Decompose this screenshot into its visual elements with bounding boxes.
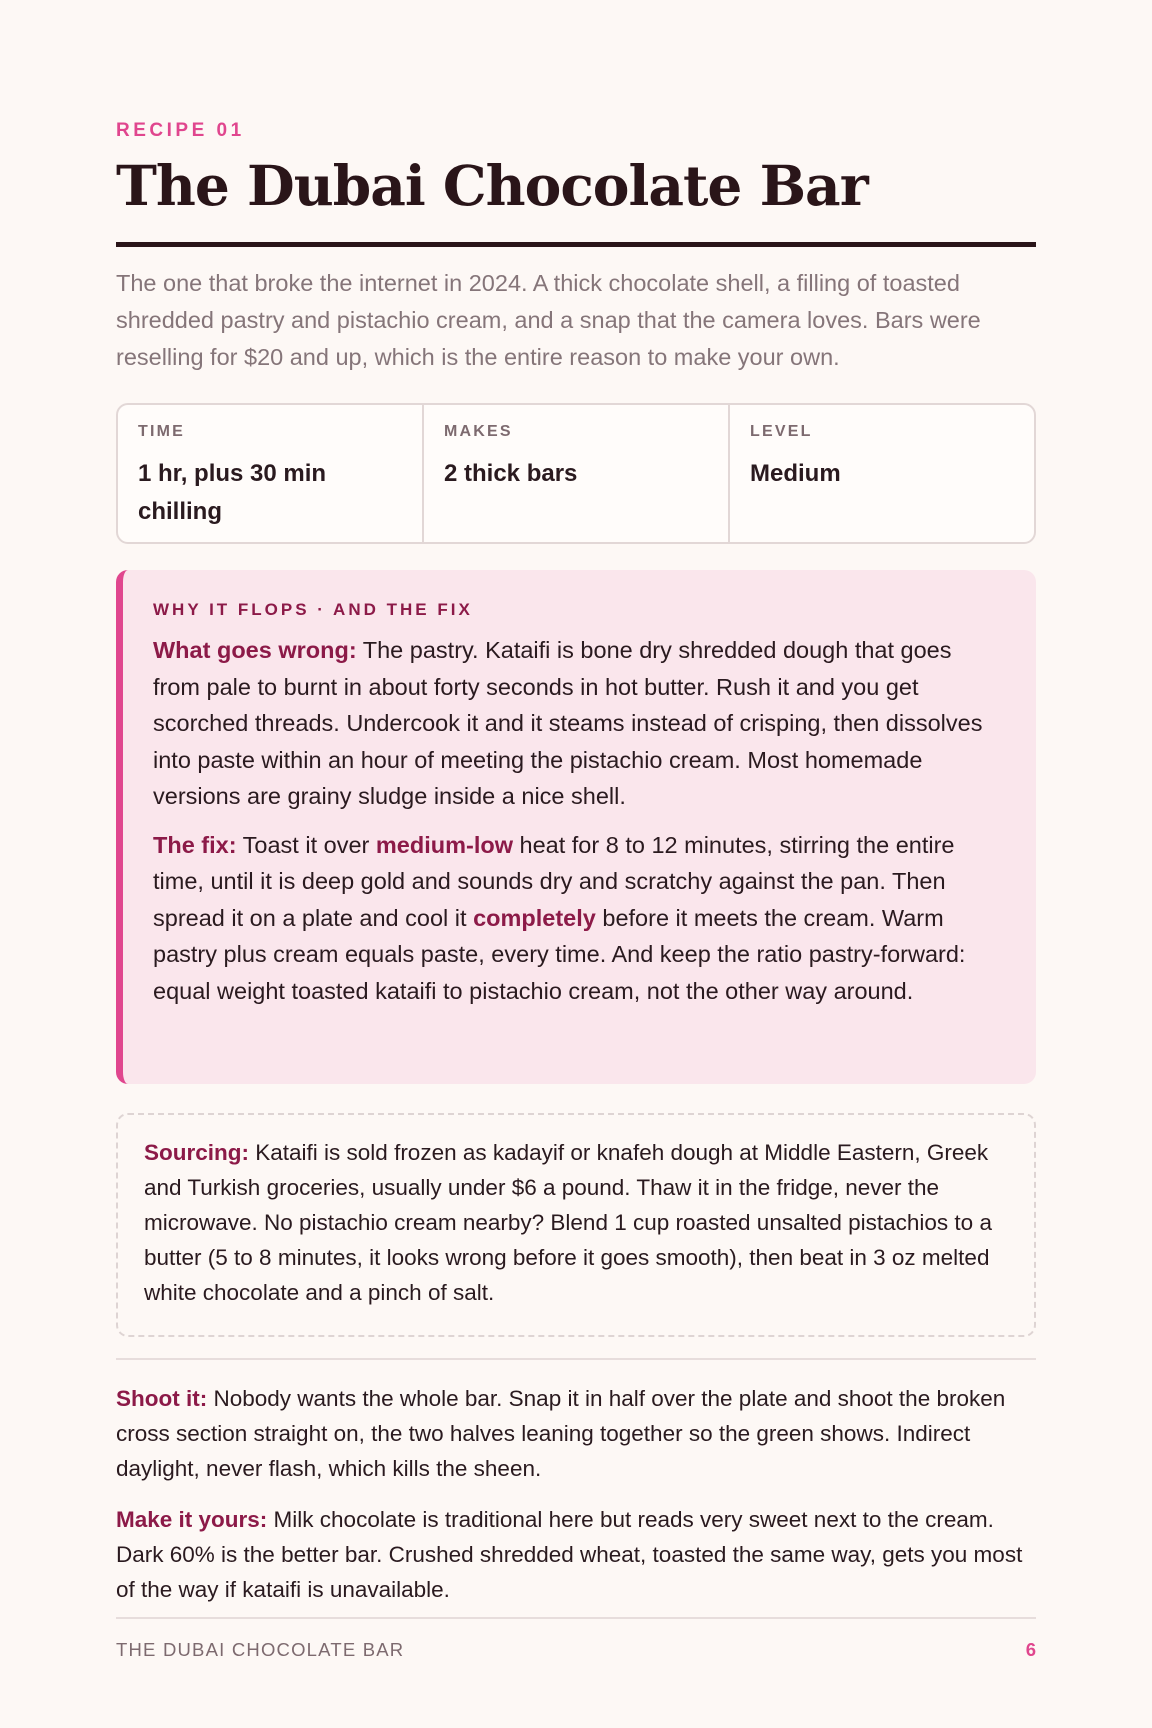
meta-value: 2 thick bars	[444, 460, 578, 487]
meta-value: 1 hr, plus 30 min chilling	[138, 460, 327, 525]
page-footer	[116, 1639, 1036, 1661]
what-goes-wrong-text: The pastry. Kataifi is bone dry shredded dough that goes from pale to burnt in about forty seconds in hot butter. Rush it and you get scorched threads. Undercook it and it steams instead of crisping, then dissolves into paste within an hour of meeting the pistachio cream. Most homemade versions are grainy sludge inside a nice shell.	[153, 637, 983, 809]
meta-level	[730, 405, 1034, 542]
fix-text: heat for 8 to 12 minutes, stirring the entire time, until it is deep gold and sounds dry and scratchy against the pan. Then spread it on a plate and cool it	[153, 831, 955, 931]
meta-label: TIME	[138, 423, 186, 440]
fix-text: Toast it over	[236, 831, 376, 858]
page-title: The Dubai Chocolate Bar	[116, 153, 868, 218]
recipe-page	[116, 120, 1036, 1661]
running-title: THE DUBAI CHOCOLATE BAR	[116, 1639, 405, 1660]
make-it-yours-text: Milk chocolate is traditional here but reads very sweet next to the cream. Dark 60% is the better bar. Crushed shredded wheat, toasted the same way, gets you most of the way if kataifi is unavailable.	[116, 1507, 1023, 1602]
meta-time	[118, 405, 424, 542]
the-fix-paragraph	[153, 827, 1004, 1010]
sourcing-paragraph	[144, 1135, 1008, 1310]
sourcing-text: Kataifi is sold frozen as kadayif or knafeh dough at Middle Eastern, Greek and Turkish groceries, usually under $6 a pound. Thaw it in the fridge, never the microwave. No pistachio cream nearby? Blend 1 cup roasted unsalted pistachios to a butter (5 to 8 minutes, it looks wrong before it goes smooth), then beat in 3 oz melted white chocolate and a pinch of salt.	[144, 1140, 992, 1305]
meta-label: MAKES	[444, 423, 513, 440]
section-divider	[116, 1358, 1036, 1360]
sourcing-box	[116, 1113, 1036, 1337]
what-goes-wrong-paragraph	[153, 632, 1004, 815]
make-it-yours-label: Make it yours:	[116, 1507, 268, 1532]
meta-label: LEVEL	[750, 423, 813, 440]
fix-text: before it meets the cream. Warm pastry plus cream equals paste, every time. And keep the ratio pastry-forward: equal weight toasted kataifi to pistachio cream, not the other way around.	[153, 904, 966, 1004]
make-it-yours-paragraph	[116, 1502, 1036, 1607]
meta-value: Medium	[750, 460, 841, 487]
what-goes-wrong-label: What goes wrong:	[153, 637, 357, 663]
page-number: 6	[1025, 1639, 1036, 1660]
shoot-it-text: Nobody wants the whole bar. Snap it in half over the plate and shoot the broken cross section straight on, the two halves leaning together so the green shows. Indirect daylight, never flash, which kills the sheen.	[116, 1386, 1006, 1481]
callout-heading: WHY IT FLOPS · AND THE FIX	[153, 600, 473, 619]
shoot-it-label: Shoot it:	[116, 1386, 208, 1411]
recipe-number: RECIPE 01	[116, 120, 245, 141]
the-fix-label: The fix:	[153, 831, 237, 858]
meta-makes	[424, 405, 730, 542]
title-rule	[116, 242, 1036, 247]
shoot-it-paragraph	[116, 1381, 1036, 1486]
intro-paragraph: The one that broke the internet in 2024. A thick chocolate shell, a filling of toasted shredded pastry and pistachio cream, and a snap that the camera loves. Bars were reselling for $20 and up, which is the entire reason to make your own.	[116, 270, 981, 370]
sourcing-label: Sourcing:	[144, 1140, 249, 1165]
fix-highlight: medium-low	[375, 831, 513, 858]
flops-callout	[116, 570, 1036, 1084]
footer-divider	[116, 1617, 1036, 1619]
recipe-meta-box	[116, 403, 1036, 544]
fix-highlight: completely	[473, 904, 596, 931]
